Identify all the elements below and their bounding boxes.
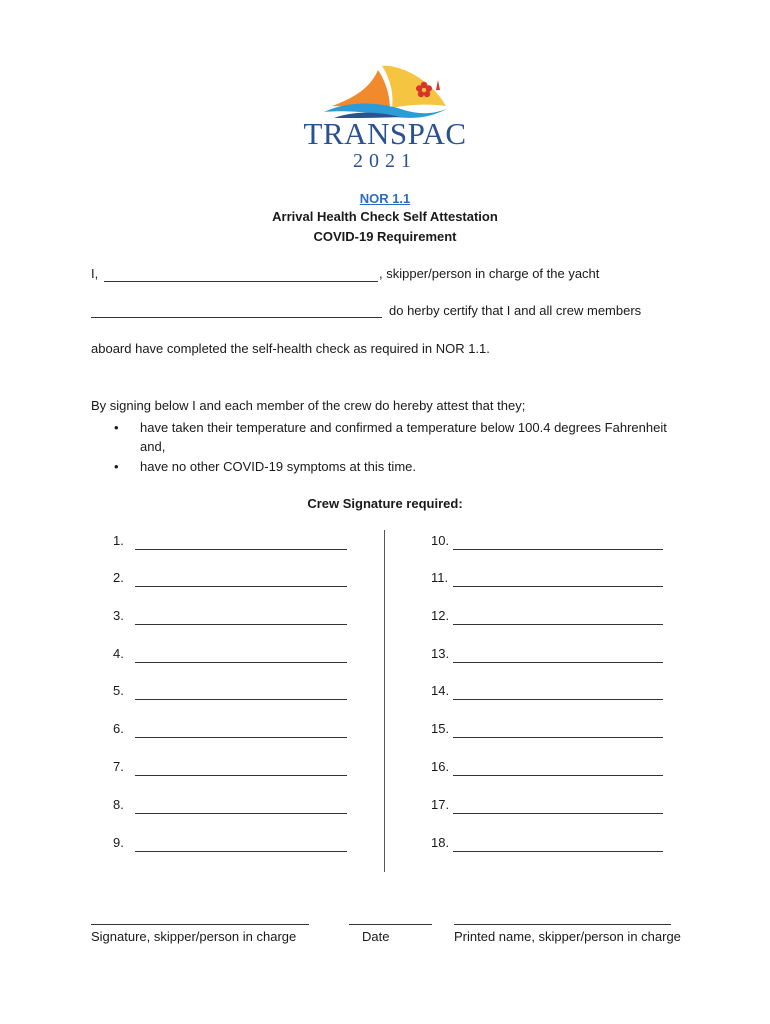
crew-signature-slot[interactable] (113, 605, 348, 625)
list-item (114, 457, 674, 476)
crew-signature-slot[interactable] (431, 794, 664, 814)
slot-number: 16. (431, 759, 450, 774)
date-field[interactable] (349, 924, 432, 925)
signature-line[interactable] (135, 813, 347, 814)
crew-signature-slot[interactable] (113, 794, 348, 814)
slot-number: 14. (431, 683, 450, 698)
signature-line[interactable] (135, 851, 347, 852)
logo-year: 2021 (353, 150, 417, 172)
slot-number: 5. (113, 683, 124, 698)
printed-name-field[interactable] (454, 924, 671, 925)
signature-line[interactable] (453, 624, 663, 625)
crew-signature-slot[interactable] (113, 567, 348, 587)
skipper-signature-field[interactable] (91, 924, 309, 925)
signature-line[interactable] (135, 775, 347, 776)
line2-suffix: do herby certify that I and all crew members (389, 303, 642, 318)
crew-signature-slot[interactable] (431, 832, 664, 852)
line3-text: aboard have completed the self-health check as required in NOR 1.1. (91, 341, 490, 356)
attest-intro: By signing below I and each member of the crew do hereby attest that they; (91, 398, 526, 413)
signature-line[interactable] (135, 549, 347, 550)
slot-number: 18. (431, 835, 450, 850)
slot-number: 15. (431, 721, 450, 736)
slot-number: 17. (431, 797, 450, 812)
form-title: Arrival Health Check Self Attestation (272, 209, 498, 224)
slot-number: 1. (113, 533, 124, 548)
crew-signature-slot[interactable] (431, 680, 664, 700)
signature-label: Signature, skipper/person in charge (91, 929, 297, 944)
signature-line[interactable] (453, 851, 663, 852)
slot-number: 6. (113, 721, 124, 736)
signature-line[interactable] (135, 662, 347, 663)
signature-line[interactable] (453, 549, 663, 550)
crew-signature-slot[interactable] (431, 530, 664, 550)
signature-line[interactable] (453, 813, 663, 814)
attest-bullets (114, 418, 674, 477)
slot-number: 8. (113, 797, 124, 812)
crew-signature-slot[interactable] (113, 718, 348, 738)
slot-number: 13. (431, 646, 450, 661)
slot-number: 7. (113, 759, 124, 774)
crew-signature-slot[interactable] (431, 567, 664, 587)
crew-signature-slot[interactable] (431, 643, 664, 663)
crew-heading: Crew Signature required: (307, 496, 463, 511)
bullet-text: have taken their temperature and confirmed a temperature below 100.4 degrees Fahrenheit and, (140, 420, 667, 454)
slot-number: 4. (113, 646, 124, 661)
signature-line[interactable] (453, 586, 663, 587)
signature-line[interactable] (135, 586, 347, 587)
logo-name: TRANSPAC (303, 116, 467, 151)
signature-line[interactable] (135, 737, 347, 738)
crew-signature-slot[interactable] (113, 832, 348, 852)
bullet-icon: • (114, 420, 119, 435)
crew-signature-slot[interactable] (113, 530, 348, 550)
transpac-logo (300, 60, 470, 180)
crew-signature-slot[interactable] (113, 756, 348, 776)
slot-number: 3. (113, 608, 124, 623)
crew-signature-slot[interactable] (113, 680, 348, 700)
slot-number: 12. (431, 608, 450, 623)
signature-line[interactable] (135, 699, 347, 700)
nor-reference-link[interactable]: NOR 1.1 (359, 191, 411, 206)
slot-number: 11. (431, 570, 449, 585)
yacht-name-field[interactable] (91, 317, 382, 318)
line1-suffix: , skipper/person in charge of the yacht (379, 266, 600, 281)
bullet-icon: • (114, 459, 119, 474)
crew-signature-slot[interactable] (113, 643, 348, 663)
line1-prefix: I, (91, 266, 99, 281)
signature-line[interactable] (453, 662, 663, 663)
printed-name-label: Printed name, skipper/person in charge (454, 929, 681, 944)
bullet-text: have no other COVID-19 symptoms at this time. (140, 459, 416, 474)
skipper-name-field[interactable] (104, 281, 378, 282)
signature-line[interactable] (135, 624, 347, 625)
signature-line[interactable] (453, 775, 663, 776)
column-divider (384, 530, 385, 872)
form-subtitle: COVID-19 Requirement (313, 229, 457, 244)
list-item (114, 418, 674, 456)
signature-line[interactable] (453, 737, 663, 738)
signature-line[interactable] (453, 699, 663, 700)
crew-signature-slot[interactable] (431, 605, 664, 625)
slot-number: 9. (113, 835, 124, 850)
slot-number: 10. (431, 533, 450, 548)
crew-signature-slot[interactable] (431, 718, 664, 738)
date-label: Date (362, 929, 390, 944)
crew-signature-slot[interactable] (431, 756, 664, 776)
slot-number: 2. (113, 570, 124, 585)
sail-logo-icon (320, 60, 450, 120)
